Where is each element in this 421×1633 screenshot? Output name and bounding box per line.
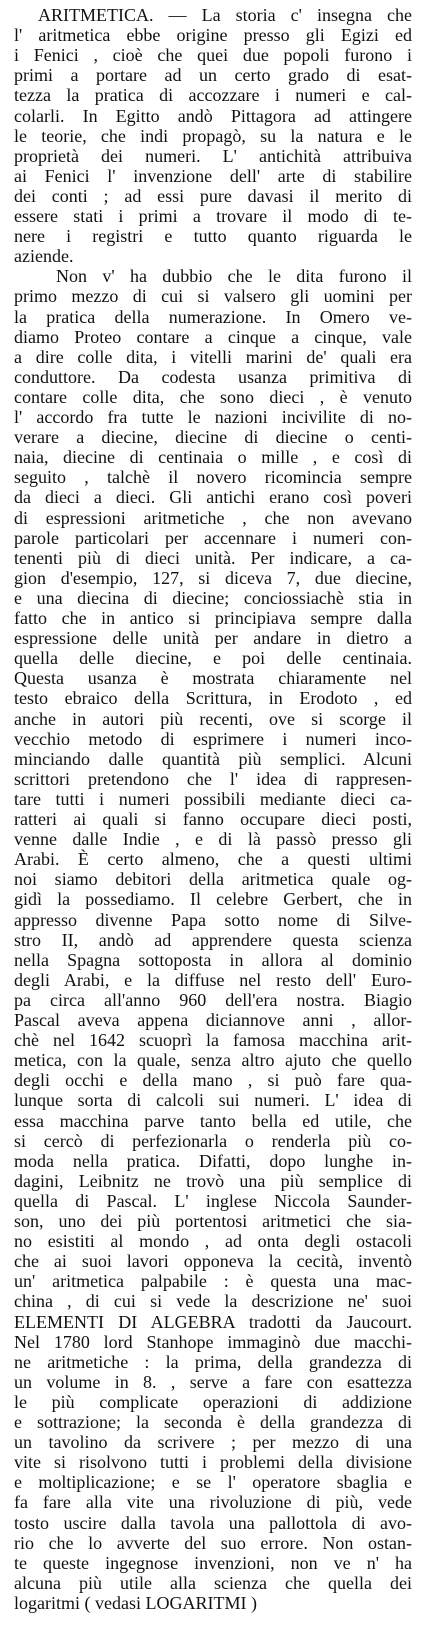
text-line: son, uno dei più portentosi aritmetici che sia- (14, 1211, 412, 1231)
text-line: ARITMETICA. — La storia c' insegna che (38, 5, 412, 25)
text-line: lunque sorta di calcoli sui numeri. L' idea di (14, 1090, 412, 1111)
text-line: moda nella pratica. Difatti, dopo lunghe in- (14, 1150, 412, 1171)
text-line: essere stati i primi a trovare il modo di te- (14, 206, 412, 226)
text-line: china , di cui si vede la descrizione ne' suoi (14, 1291, 412, 1312)
text-line: e sottrazione; la seconda è della grandezza di (14, 1412, 412, 1432)
text-line: gidì la possediamo. Il celebre Gerbert, che in (14, 889, 412, 910)
text-line: quella di Pascal. L' inglese Niccola Saunder- (14, 1190, 412, 1211)
text-line: e moltiplicazione; e se l' operatore sbaglia e (14, 1472, 412, 1493)
text-line: stro II, andò ad apprendere questa scienza (14, 929, 412, 950)
text-line: quella delle diecine, e poi delle centinaia. (14, 648, 412, 669)
text-line: gion d'esempio, 127, si diceva 7, due diecine, (14, 567, 412, 588)
text-line: le più complicate operazioni di addizione (14, 1391, 412, 1412)
text-line: ai Fenici l' invenzione dell' arte di stabilire (14, 165, 412, 186)
text-line: si cercò di perfezionarla o renderla più co- (14, 1130, 412, 1151)
text-line: tare tutti i numeri possibili mediante dieci ca- (14, 788, 412, 809)
text-line: verare a diecine, diecine di diecine o centi- (14, 427, 412, 448)
text-line: metica, con la quale, senza altro ajuto che quello (14, 1050, 412, 1071)
text-line: Nel 1780 lord Stanhope immaginò due macchi- (14, 1331, 412, 1352)
text-line: la pratica della numerazione. In Omero ve- (14, 306, 412, 327)
text-line: primo mezzo di cui si valsero gli uomini per (14, 286, 412, 307)
text-line: fatto che in antico si principiava sempre dalla (14, 608, 412, 628)
text-line: contare colle dita, che sono dieci , è venuto (14, 386, 412, 407)
text-line: degli Arabi, e la diffuse nel resto dell' Euro- (14, 969, 412, 990)
text-line: da dieci a dieci. Gli antichi erano così poveri (14, 487, 412, 508)
text-line: testo ebraico della Scrittura, in Erodoto , ed (14, 688, 412, 709)
text-line: ne aritmetiche : la prima, della grandezza di (14, 1351, 412, 1372)
text-line: Pascal aveva appena diciannove anni , allor- (14, 1010, 412, 1030)
text-line: tosto uscire dalla tavola una pallottola di avo- (14, 1512, 412, 1533)
text-line: pa circa all'anno 960 dell'era nostra. Biagio (14, 989, 412, 1010)
text-line: un tavolino da scrivere ; per mezzo di una (14, 1432, 412, 1453)
text-line: ratteri ai quali si fanno occupare dieci posti, (14, 809, 412, 829)
text-line: conduttore. Da codesta usanza primitiva di (14, 366, 412, 387)
text-line: e una diecina di diecine; conciossiachè stia in (14, 587, 412, 608)
text-line: dagini, Leibnitz ne trovò una più semplice di (14, 1170, 412, 1191)
text-line: primi a portare ad un certo grado di esat- (14, 65, 412, 86)
text-line: nella Spagna sottoposta in allora al dominio (14, 949, 412, 970)
text-line: espressione delle unità per andare in dietro a (14, 628, 412, 649)
text-line: parole particolari per accennare i numeri con- (14, 527, 412, 548)
text-line: a dire colle dita, i vitelli marini de' quali era (14, 346, 412, 367)
text-line: naia, diecine di centinaia o mille , e così di (14, 447, 412, 468)
text-line: scrittori pretendono che l' idea di rappresen- (14, 768, 412, 789)
text-line: che ai suoi lavori opponeva la cecità, inventò (14, 1251, 412, 1272)
text-line: le teorie, che indi propagò, su la natura e le (14, 125, 412, 146)
text-line: colarli. In Egitto andò Pittagora ad attingere (14, 105, 412, 126)
text-line: tezza la pratica di accozzare i numeri e cal- (14, 85, 412, 106)
text-line: chè nel 1642 scuoprì la famosa macchina arit- (14, 1030, 412, 1051)
text-line: degli occhi e della mano , si può fare qua- (14, 1070, 412, 1091)
text-line: vite si risolvono tutti i problemi della divisione (14, 1452, 412, 1473)
text-line: un volume in 8. , serve a fare con esattezza (14, 1371, 412, 1392)
text-line: essa macchina parve tanto bella ed utile, che (14, 1110, 412, 1131)
text-line: l' accordo fra tutte le nazioni incivilite di no- (14, 407, 412, 427)
text-line: l' aritmetica ebbe origine presso gli Egizi ed (14, 25, 412, 46)
text-line: un' aritmetica palpabile : è questa una mac- (14, 1271, 412, 1292)
text-line: fa fare alla vite una rivoluzione di più, vede (14, 1492, 412, 1513)
text-line: alcuna più utile alla scienza che quella dei (14, 1572, 412, 1593)
text-line: no esistiti al mondo , ad onta degli ostacoli (14, 1231, 412, 1252)
text-line: aziende. (14, 246, 74, 267)
text-line: i Fenici , cioè che quei due popoli furono i (14, 45, 412, 66)
text-line: di espressioni aritmetiche , che non avevano (14, 507, 412, 528)
text-line: vecchio metodo di esprimere i numeri inco- (14, 728, 412, 749)
text-line: logaritmi ( vedasi LOGARITMI ) (14, 1592, 257, 1613)
text-line: ELEMENTI DI ALGEBRA tradotti da Jaucourt. (14, 1311, 412, 1332)
text-line: noi siamo debitori della aritmetica quale og- (14, 869, 412, 890)
text-line: te queste ingegnose invenzioni, non ve n' ha (14, 1552, 412, 1573)
text-line: dei conti ; ad essi pure davasi il merito di (14, 185, 412, 206)
text-line: Arabi. È certo almeno, che a questi ultimi (14, 849, 412, 870)
text-line: nere i registri e tutto quanto riguarda le (14, 226, 412, 247)
text-line: anche in autori più recenti, ove si scorge il (14, 708, 412, 729)
text-line: diamo Proteo contare a cinque a cinque, vale (14, 326, 412, 347)
text-line: rio che lo avverte del suo errore. Non ostan- (14, 1532, 412, 1553)
text-line: Non v' ha dubbio che le dita furono il (56, 266, 412, 287)
text-line: proprietà dei numeri. L' antichità attribuiva (14, 145, 412, 166)
text-line: appresso divenne Papa sotto nome di Silve- (14, 909, 412, 930)
text-line: tenenti più di dieci unità. Per indicare, a ca- (14, 547, 412, 568)
text-line: seguito , talchè il novero ricomincia sempre (14, 467, 412, 488)
text-line: minciando dalle quantità più semplici. Alcuni (14, 748, 412, 769)
text-line: Questa usanza è mostrata chiaramente nel (14, 668, 412, 689)
text-line: venne dalle Indie , e di là passò presso gli (14, 829, 412, 850)
